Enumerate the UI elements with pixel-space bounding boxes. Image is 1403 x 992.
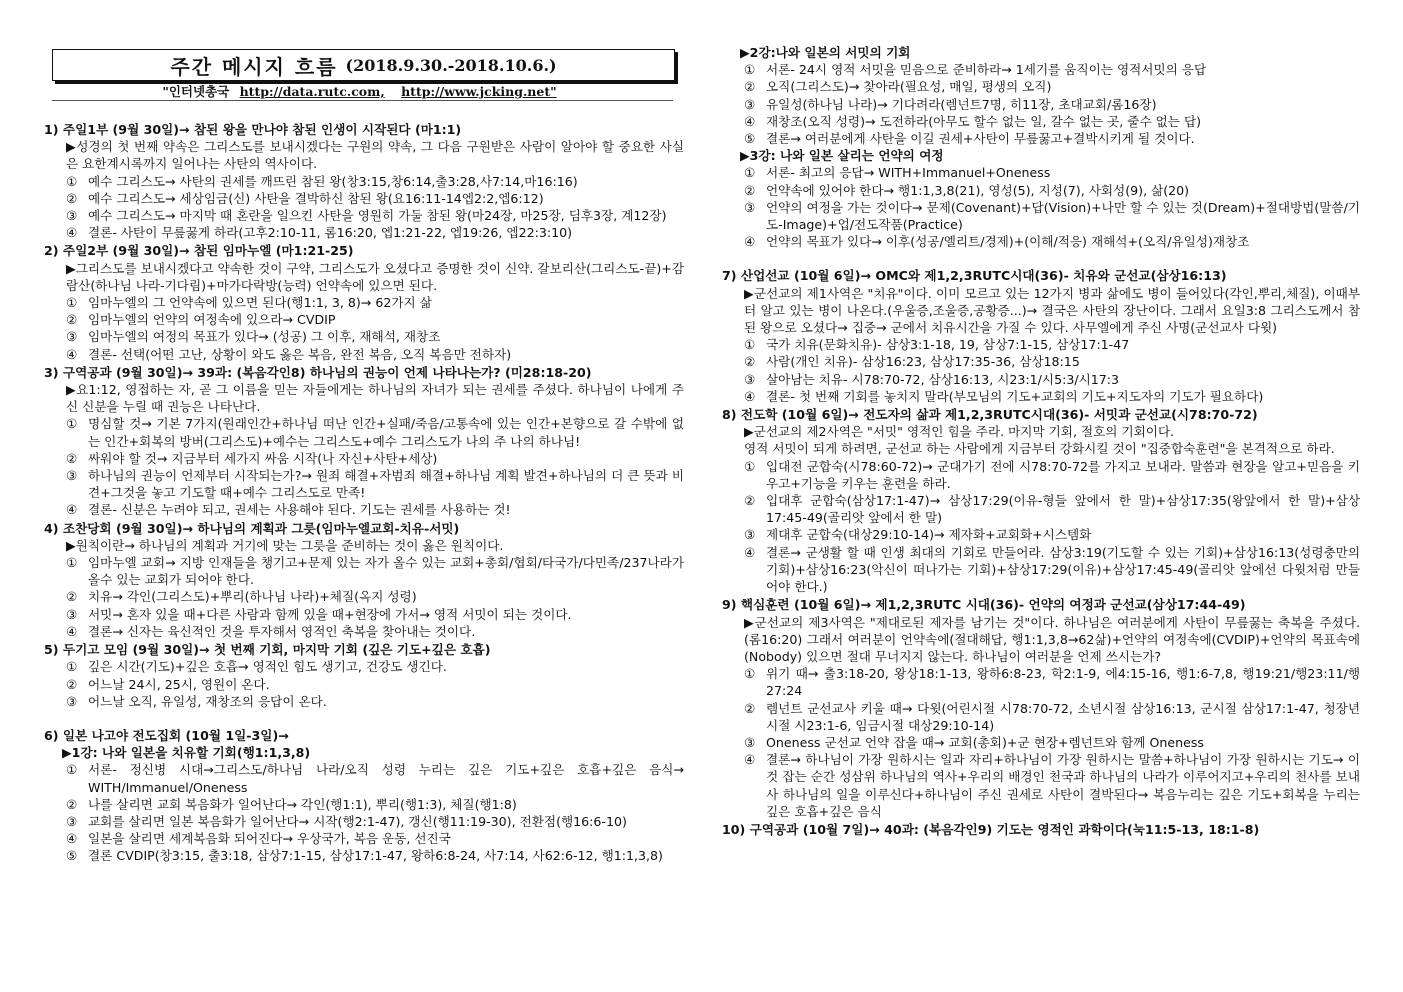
- section-heading: 3) 구역공과 (9월 30일)→ 39과: (복음각인8) 하나님의 권능이 언제 나타나는가? (미28:18-20): [44, 364, 592, 380]
- item-text: 싸워야 할 것→ 지금부터 세가지 싸움 시작(나 자신+사탄+세상): [88, 450, 438, 466]
- item-number: ②: [744, 354, 756, 370]
- list-item: [44, 207, 684, 224]
- list-item: [44, 415, 684, 449]
- list-item: [44, 346, 684, 363]
- item-number: ③: [66, 813, 78, 829]
- item-number: ②: [66, 589, 78, 605]
- item-number: ④: [744, 544, 756, 560]
- item-number: ④: [744, 752, 756, 768]
- paragraph: ▶원칙이란→ 하나님의 계획과 거기에 맞는 그릇을 준비하는 것이 옳은 원칙이다.: [66, 537, 504, 553]
- item-text: 임마누엘 교회→ 지방 인재들을 챙기고+문제 있는 자가 올수 있는 교회+총회/협회/타국가/다민족/237나라가 올수 있는 교회가 되어야 한다.: [88, 555, 684, 588]
- item-text: 언약의 여정을 가는 것이다→ 문제(Covenant)+답(Vision)+나만 할 수 있는 것(Dream)+절대방법(말씀/기도-Image)+업/전도작품(Practice): [766, 199, 1360, 233]
- item-number: ④: [66, 623, 78, 639]
- item-number: ③: [744, 199, 756, 215]
- link-data-rutc[interactable]: http://data.rutc.com,: [239, 84, 385, 99]
- item-number: ②: [66, 190, 78, 206]
- list-item: [722, 700, 1360, 734]
- item-number: ④: [66, 346, 78, 362]
- item-text: 치유→ 각인(그리스도)+뿌리(하나님 나라)+체질(옥지 성령): [88, 589, 417, 605]
- item-number: ②: [66, 312, 78, 328]
- paragraph: ▶성경의 첫 번째 약속은 그리스도를 보내시겠다는 구원의 약속, 그 다음 구원받은 사람이 알아야 할 중요한 사실은 요한계시록까지 일어나는 사탄의 역사이다.: [66, 139, 684, 172]
- list-item: [44, 761, 684, 795]
- item-text: 교회를 살리면 일본 복음화가 일어난다→ 시작(행2:1-47), 갱신(행11:19-30), 전환점(행16:6-10): [88, 813, 627, 829]
- list-item: [722, 492, 1360, 526]
- item-number: ①: [744, 458, 756, 474]
- item-number: ③: [66, 468, 78, 484]
- list-item: [44, 554, 684, 588]
- item-number: ④: [66, 225, 78, 241]
- section-heading: 7) 산업선교 (10월 6일)→ OMC와 제1,2,3RUTC시대(36)- 치유와 군선교(삼상16:13): [722, 268, 1227, 284]
- item-number: ②: [66, 450, 78, 466]
- item-text: 입대전 군합숙(시78:60-72)→ 군대가기 전에 시78:70-72를 가지고 보내라. 말씀과 현장을 알고+믿음을 키우고+기능을 키우는 훈련을 하라.: [766, 458, 1360, 491]
- item-number: ①: [66, 762, 78, 778]
- item-text: 서론- 24시 영적 서밋을 믿음으로 준비하라→ 1세기를 움직이는 영적서밋의 응답: [766, 62, 1207, 78]
- list-item: [722, 130, 1360, 147]
- item-number: ②: [744, 493, 756, 509]
- item-number: ③: [66, 693, 78, 709]
- item-text: 결론- 선택(어떤 고난, 상황이 와도 옳은 복음, 완전 복음, 오직 복음만 전하자): [88, 346, 512, 362]
- item-text: 임마누엘의 언약의 여정속에 있으라→ CVDIP: [88, 312, 336, 328]
- item-text: 서론- 정신병 시대→그리스도/하나님 나라/오직 성령 누리는 깊은 기도+깊은 호흡+깊은 음식→ WITH/Immanuel/Oneness: [88, 762, 684, 795]
- item-number: ①: [66, 295, 78, 311]
- section-heading: 5) 두기고 모임 (9월 30일)→ 첫 번째 기회, 마지막 기회 (깊은 기도+깊은 호흡): [44, 642, 491, 658]
- item-text: 오직(그리스도)→ 찾아라(필요성, 매일, 평생의 오직): [766, 79, 1052, 95]
- list-item: [722, 182, 1360, 199]
- item-text: 서밋→ 혼자 있을 때+다른 사람과 함께 있을 때+현장에 가서→ 영적 서밋이 되는 것이다.: [88, 606, 572, 622]
- item-number: ③: [744, 734, 756, 750]
- list-item: [44, 693, 684, 710]
- item-number: ②: [744, 182, 756, 198]
- list-item: [44, 623, 684, 640]
- item-text: 결론→ 하나님이 가장 원하시는 일과 자리+하나님이 가장 원하시는 말씀+하나님이 가장 원하시는 기도→ 이것 잡는 순간 성삼위 하나님의 역사+우리의 배경인 천국과 하나님의 나라가 이루어지고+우리의 천사를 보내사 하나님의 일을 이루신다+하나님이 주신 권세로 사탄이 결박된다→ 복음누리는 깊은 기도+회복을 누리는 깊은 호흡+깊은 음식: [766, 752, 1360, 819]
- item-number: ④: [66, 502, 78, 518]
- item-text: 임마누엘의 그 언약속에 있으면 된다(행1:1, 3, 8)→ 62가지 삶: [88, 295, 432, 311]
- list-item: [44, 224, 684, 241]
- item-text: 국가 치유(문화치유)- 삼상3:1-18, 19, 삼상7:1-15, 삼상17:1-47: [766, 337, 1130, 353]
- date-range: (2018.9.30.-2018.10.6.): [345, 55, 557, 75]
- list-item: [722, 113, 1360, 130]
- paragraph: ▶군선교의 제3사역은 "제대로된 제자를 남기는 것"이다. 하나님은 여러분에게 사탄이 무릎꿇는 축복을 주셨다.(롬16:20) 그래서 여러분이 언약속에(절대해답, 행1:1,3,8→62삶)+언약의 여정속에(CVDIP)+언약의 목표속에(Nobody) 있으면 절대 무너지지 않는다. 하나님이 여러분을 언제 쓰시는가?: [744, 614, 1360, 664]
- section-heading: 8) 전도학 (10월 6일)→ 전도자의 삶과 제1,2,3RUTC시대(36)- 서밋과 군선교(시78:70-72): [722, 407, 1258, 423]
- list-item: [44, 311, 684, 328]
- item-number: ③: [66, 606, 78, 622]
- paragraph: ▶군선교의 제1사역은 "치유"이다. 이미 모르고 있는 12가지 병과 삶에도 병이 들어있다(각인,뿌리,체질), 이때부터 알고 있는 병이 나온다.(우울증,조울증,공황증...)→ 결국은 사탄의 장난이다. 그래서 요일3:8 그리스도께서 참된 왕으로 오셨다→ 집중→ 군에서 치유시간을 가질 수 있다. 사무엘에게 주신 사명(군선교사 다윗): [744, 285, 1360, 336]
- right-column: [722, 44, 1360, 838]
- item-number: ④: [744, 113, 756, 129]
- subsection-heading: ▶1강: 나와 일본을 치유할 기회(행1:1,3,8): [62, 745, 311, 761]
- item-text: 살아남는 치유- 시78:70-72, 삼상16:13, 시23:1/시5:3/시17:3: [766, 371, 1120, 387]
- left-column: [44, 120, 684, 865]
- list-item: [44, 467, 684, 501]
- item-text: 결론 CVDIP(창3:15, 출3:18, 삼상7:1-15, 삼상17:1-47, 왕하6:8-24, 사7:14, 사62:6-12, 행1:1,3,8): [88, 848, 663, 864]
- paragraph: 영적 서밋이 되게 하려면, 군선교 하는 사람에게 지금부터 강화시킬 것이 "집중합숙훈련"을 본격적으로 하라.: [744, 441, 1335, 457]
- paragraph: ▶그리스도를 보내시겠다고 약속한 것이 구약, 그리스도가 오셨다고 증명한 것이 신약. 갈보리산(그리스도-끝)+감람산(하나님 나라-기다림)+마가다락방(능력) 언약속에 있으면 된다.: [66, 260, 684, 293]
- list-item: [44, 830, 684, 847]
- list-item: [44, 847, 684, 864]
- list-item: [722, 336, 1360, 353]
- item-number: ②: [66, 796, 78, 812]
- list-item: [722, 388, 1360, 405]
- list-item: [44, 658, 684, 675]
- subsection-heading: ▶2강:나와 일본의 서밋의 기회: [740, 45, 911, 60]
- item-number: ②: [66, 676, 78, 692]
- item-text: 어느날 오직, 유일성, 재창조의 응답이 온다.: [88, 693, 327, 709]
- section-heading: 1) 주일1부 (9월 30일)→ 참된 왕을 만나야 참된 인생이 시작된다 (마1:1): [44, 122, 462, 137]
- item-text: 결론→ 신자는 육신적인 것을 투자해서 영적인 축복을 찾아내는 것이다.: [88, 623, 476, 639]
- list-item: [722, 96, 1360, 113]
- item-number: ⑤: [744, 131, 756, 147]
- list-item: [44, 588, 684, 605]
- list-item: [44, 190, 684, 207]
- item-text: 예수 그리스도→ 사탄의 권세를 깨뜨린 참된 왕(창3:15,창6:14,출3:28,사7:14,마16:16): [88, 173, 578, 189]
- list-item: [722, 61, 1360, 78]
- item-text: 예수 그리스도→ 세상임금(신) 사탄을 결박하신 참된 왕(요16:11-14엡2:2,엡6:12): [88, 190, 544, 206]
- item-number: ①: [744, 337, 756, 353]
- item-number: ①: [66, 555, 78, 571]
- item-text: 하나님의 권능이 언제부터 시작되는가?→ 원죄 해결+자범죄 해결+하나님 계획 발견+하나님의 더 큰 뜻과 비견+그것을 놓고 기도할 때+예수 그리스도로 만족!: [88, 468, 684, 501]
- section-heading: 6) 일본 나고야 전도집회 (10월 1일-3일)→: [44, 727, 289, 743]
- paragraph: ▶요1:12, 영접하는 자, 곧 그 이름을 믿는 자들에게는 하나님의 자녀가 되는 권세를 주셨다. 하나님이 나에게 주신 신분을 누릴 때 권능은 나타난다.: [66, 382, 684, 415]
- list-item: [722, 371, 1360, 388]
- item-number: ④: [66, 831, 78, 847]
- item-number: ②: [744, 79, 756, 95]
- list-item: [722, 458, 1360, 492]
- item-text: Oneness 군선교 언약 잡을 때→ 교회(총회)+군 현장+렘넌트와 함께 Oneness: [766, 734, 1204, 750]
- item-text: 결론→ 여러분에게 사탄을 이길 권세+사탄이 무릎꿇고+결박시키게 될 것이다.: [766, 131, 1195, 147]
- item-text: 입대후 군합숙(삼상17:1-47)→ 삼상17:29(이유-형들 앞에서 한 말)+삼상17:35(왕앞에서 한 말)+삼상17:45-49(골리앗 앞에서 한 말): [766, 493, 1360, 526]
- page-title: 주간 메시지 흐름: [170, 54, 338, 79]
- list-item: [44, 173, 684, 190]
- list-item: [44, 328, 684, 345]
- item-text: 유일성(하나님 나라)→ 기다려라(렘넌트7명, 히11장, 초대교회/롬16장): [766, 96, 1157, 112]
- item-number: ③: [66, 208, 78, 224]
- item-number: ①: [744, 165, 756, 181]
- list-item: [44, 813, 684, 830]
- item-text: 일본을 살리면 세계복음화 되어진다→ 우상국가, 복음 운동, 선진국: [88, 831, 451, 847]
- list-item: [722, 233, 1360, 250]
- list-item: [44, 294, 684, 311]
- list-item: [44, 676, 684, 693]
- website-line: [52, 82, 673, 100]
- item-text: 나를 살리면 교회 복음화가 일어난다→ 각인(행1:1), 뿌리(행1:3), 체질(행1:8): [88, 796, 517, 812]
- item-number: ③: [744, 527, 756, 543]
- item-text: 결론- 사탄이 무릎꿇게 하라(고후2:10-11, 롬16:20, 엡1:21-22, 엡19:26, 엡22:3:10): [88, 225, 573, 241]
- item-text: 위기 때→ 출3:18-20, 왕상18:1-13, 왕하6:8-23, 학2:1-9, 에4:15-16, 행1:6-7,8, 행19:21/행23:11/행27:24: [766, 666, 1360, 699]
- list-item: [722, 526, 1360, 543]
- subsection-heading: ▶3강: 나와 일본 살리는 언약의 여정: [740, 148, 944, 164]
- list-item: [44, 606, 684, 623]
- list-item: [722, 78, 1360, 95]
- item-number: ③: [744, 96, 756, 112]
- item-number: ①: [66, 173, 78, 189]
- item-number: ⑤: [66, 848, 78, 864]
- item-text: 명심할 것→ 기본 7가지(원래인간+하나님 떠난 인간+실패/죽음/고통속에 있는 인간+본향으로 갈 수밖에 없는 인간+회복의 방버(그리스도)+예수는 그리스도+예수 그리스도가 나의 주 나의 하나님!: [88, 416, 684, 449]
- title-box: [52, 49, 675, 81]
- item-number: ①: [744, 666, 756, 682]
- section-heading: 4) 조찬당회 (9월 30일)→ 하나님의 계획과 그릇(임마누엘교회-치유-서밋): [44, 520, 460, 536]
- item-text: 언약의 목표가 있다→ 이후(성공/엘리트/경제)+(이해/적응) 재해석+(오직/유일성)재창조: [766, 234, 1250, 250]
- list-item: [44, 450, 684, 467]
- item-text: 깊은 시간(기도)+깊은 호흡→ 영적인 힘도 생기고, 건강도 생긴다.: [88, 659, 447, 675]
- link-jcking[interactable]: http://www.jcking.net": [401, 84, 557, 99]
- list-item: [44, 501, 684, 518]
- header-rule: [52, 100, 673, 101]
- item-text: 결론- 신분은 누려야 되고, 권세는 사용해야 된다. 기도는 권세를 사용하는 것!: [88, 502, 511, 518]
- list-item: [722, 751, 1360, 820]
- item-number: ①: [66, 659, 78, 675]
- item-text: 렘넌트 군선교사 키울 때→ 다윗(어린시절 시78:70-72, 소년시절 삼상16:13, 군시절 삼상17:1-47, 청장년시절 시23:1-6, 임금시절 대상29:10-14): [766, 700, 1360, 733]
- list-item: [722, 665, 1360, 699]
- list-item: [44, 796, 684, 813]
- list-item: [722, 734, 1360, 751]
- item-text: 재창조(오직 성령)→ 도전하라(아무도 할수 없는 일, 갈수 없는 곳, 줄수 없는 답): [766, 113, 1202, 129]
- item-number: ②: [744, 700, 756, 716]
- item-text: 결론- 첫 번째 기회를 놓치지 말라(부모님의 기도+교회의 기도+지도자의 기도가 필요하다): [766, 388, 1264, 404]
- item-text: 임마누엘의 여정의 목표가 있다→ (성공) 그 이후, 재해석, 재창조: [88, 329, 441, 345]
- item-text: 언약속에 있어야 한다→ 행1:1,3,8(21), 영성(5), 지성(7), 사회성(9), 삶(20): [766, 182, 1190, 198]
- website-prefix: "인터넷총국: [162, 84, 230, 99]
- item-text: 어느날 24시, 25시, 영원이 온다.: [88, 676, 270, 692]
- list-item: [722, 544, 1360, 596]
- item-number: ①: [66, 416, 78, 432]
- paragraph: ▶군선교의 제2사역은 "서밋" 영적인 힘을 주라. 마지막 기회, 절호의 기회이다.: [744, 424, 1175, 440]
- item-number: ④: [744, 234, 756, 250]
- item-text: 제대후 군합숙(대상29:10-14)→ 제자화+교회화+시스템화: [766, 527, 1092, 543]
- item-text: 결론→ 군생활 할 때 인생 최대의 기회로 만들어라. 삼상3:19(기도할 수 있는 기회)+삼상16:13(성령충만의 기회)+삼상16:23(악신이 떠나가는 기회)+삼상17:29(이유)+삼상17:45-49(골리앗 앞에선 다윗처럼 만들어야 한다.): [766, 544, 1360, 595]
- item-text: 예수 그리스도→ 마지막 때 혼란을 일으킨 사탄을 영원히 가둘 참된 왕(마24장, 마25장, 딤후3장, 계12장): [88, 208, 667, 224]
- list-item: [722, 353, 1360, 370]
- item-number: ③: [66, 329, 78, 345]
- item-number: ①: [744, 62, 756, 78]
- list-item: [722, 199, 1360, 233]
- list-item: [722, 164, 1360, 181]
- item-number: ④: [744, 388, 756, 404]
- section-heading: 9) 핵심훈련 (10월 6일)→ 제1,2,3RUTC 시대(36)- 언약의 여정과 군선교(삼상17:44-49): [722, 597, 1246, 613]
- item-text: 사람(개인 치유)- 삼상16:23, 삼상17:35-36, 삼상18:15: [766, 354, 1080, 370]
- item-number: ③: [744, 371, 756, 387]
- item-text: 서론- 최고의 응답→ WITH+Immanuel+Oneness: [766, 165, 1051, 181]
- section-heading: 2) 주일2부 (9월 30일)→ 참된 임마누엘 (마1:21-25): [44, 243, 354, 259]
- section-heading: 10) 구역공과 (10월 7일)→ 40과: (복음각인9) 기도는 영적인 과학이다(눅11:5-13, 18:1-8): [722, 821, 1260, 837]
